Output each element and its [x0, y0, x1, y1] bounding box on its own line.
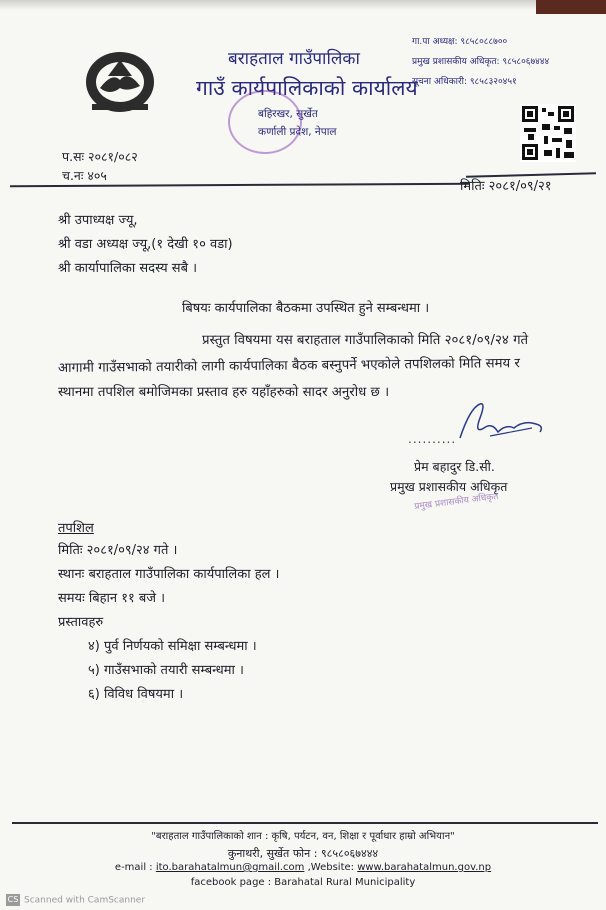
scanner-watermark [6, 894, 145, 906]
contact-cao: प्रमुख प्रशासकीय अधिकृत: ९८५८०६७४४४ [412, 57, 550, 67]
office-title: गाउँ कार्यपालिकाको कार्यालय [196, 76, 418, 100]
recipient-line: श्री उपाध्यक्ष ज्यू, [58, 213, 138, 228]
website-label: ,Website: [307, 862, 355, 873]
body-paragraph-line: प्रस्तुत विषयमा यस बराहताल गाउँपालिकाको मिति २०८१/०९/२४ गते [202, 333, 529, 348]
footer-address-phone: कुनाथरी, सुर्खेत फोन : ९८५८०६७४४४ [227, 847, 379, 860]
recipient-line: श्री कार्यापालिका सदस्य सबै । [58, 261, 198, 276]
proposal-item: ५) गाउँसभाको तयारी सम्बन्धमा । [88, 663, 244, 678]
proposal-item: ४) पुर्व निर्णयको समिक्षा सम्बन्धमा । [88, 639, 257, 654]
scan-shadow [0, 0, 606, 10]
signature-line: .......... [408, 432, 457, 446]
meeting-date: मितिः २०८१/०९/२४ गते । [58, 543, 178, 558]
recipient-line: श्री वडा अध्यक्ष ज्यू,(१ देखी १० वडा) [58, 237, 233, 252]
signatory-title: प्रमुख प्रशासकीय अधिकृत [390, 479, 508, 494]
dispatch-number: च.नः ४०५ [62, 168, 107, 183]
office-seal-stamp [228, 90, 302, 154]
footer-divider [12, 822, 598, 824]
footer-slogan: "बराहताल गाउँपालिकाको शान : कृषि, पर्यटन, वन, शिक्षा र पूर्वाधार हाम्रो अभियान" [151, 831, 455, 842]
email-link[interactable]: ito.barahatalmun@gmail.com [155, 862, 305, 873]
signatory-name: प्रेम बहादुर डि.सी. [414, 459, 495, 474]
meeting-time: समयः बिहान ११ बजे । [58, 591, 166, 606]
body-paragraph-line: स्थानमा तपशिल बमोजिमका प्रस्ताव हरु यहाँहरुको सादर अनुरोध छ । [58, 385, 390, 400]
letter-subject: बिषयः कार्यपालिका बैठकमा उपस्थित हुने सम्बन्धमा । [182, 301, 430, 316]
proposal-item: ६) विविध विषयमा । [88, 687, 184, 702]
footer-facebook: facebook page : Barahatal Rural Municipality [190, 877, 416, 888]
office-address-line1: बहिरखर, सुर्खेत [258, 108, 318, 120]
details-heading: तपशिल [58, 521, 94, 536]
contact-info-officer: सूचना अधिकारी: ९८५८३२०४५१ [412, 77, 517, 87]
camscanner-icon: CS [7, 895, 19, 904]
body-paragraph-line: आगामी गाउँसभाको तयारीको लागी कार्यपालिका बैठक बस्नुपर्ने भएकोले तपशिलको मिति समय र [57, 356, 520, 376]
website-link[interactable]: www.barahatalmun.gov.np [357, 862, 492, 873]
letter-date: मितिः २०८१/०९/२१ [460, 179, 552, 194]
scan-background-corner [536, 0, 606, 14]
footer-email-website [0, 862, 606, 873]
letter-reference-number: प.सः २०८१/०८२ [62, 149, 138, 164]
qr-code [520, 104, 576, 162]
office-address-line2: कर्णाली प्रदेश, नेपाल [258, 126, 337, 138]
email-label: e-mail : [114, 862, 153, 873]
office-name: बराहताल गाउँपालिका [228, 49, 360, 69]
government-emblem-logo [82, 46, 158, 116]
official-stamp: प्रमुख प्रशासकीय अधिकृत [413, 491, 499, 513]
scanner-watermark-text: Scanned with CamScanner [24, 895, 146, 906]
handwritten-signature [440, 398, 550, 448]
proposals-label: प्रस्तावहरु [58, 615, 104, 630]
contact-chairman: गा.पा अध्यक्ष: ९८५८०८८७०० [412, 37, 508, 47]
meeting-venue: स्थानः बराहताल गाउँपालिका कार्यपालिका हल । [58, 567, 280, 582]
